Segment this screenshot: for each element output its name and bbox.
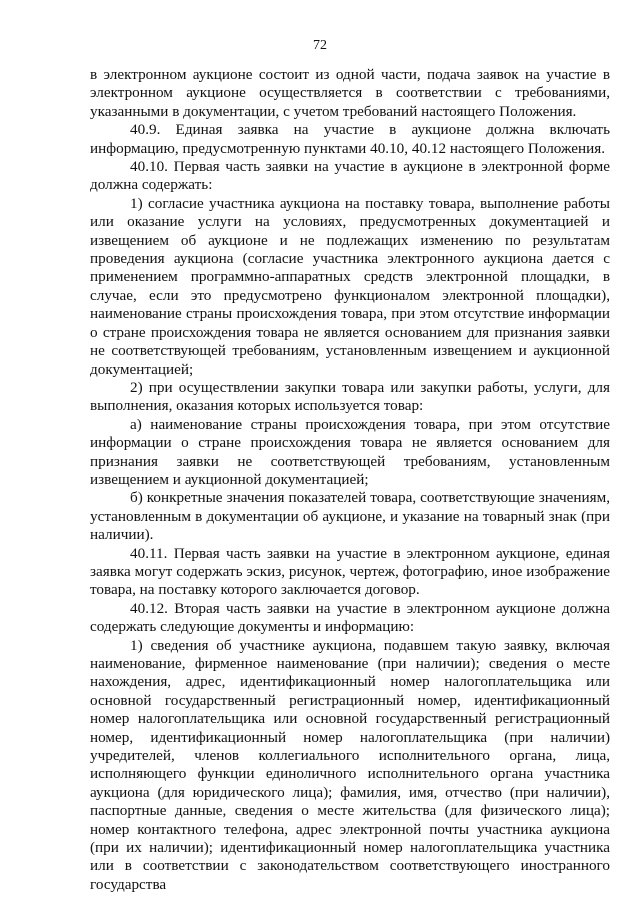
paragraph-40-10-item-2a: а) наименование страны происхождения товара, при этом отсутствие информации о стране происхождения товара не является основанием для признания заявки не соответствующей требованиям, установленным извещением и аукционной документацией; xyxy=(90,415,610,488)
paragraph-40-10-item-2: 2) при осуществлении закупки товара или закупки работы, услуги, для выполнения, оказания которых используется товар: xyxy=(90,378,610,415)
document-body xyxy=(90,66,610,894)
paragraph-40-9: 40.9. Единая заявка на участие в аукционе должна включать информацию, предусмотренную пунктами 40.10, 40.12 настоящего Положения. xyxy=(90,121,610,157)
paragraph-40-10: 40.10. Первая часть заявки на участие в аукционе в электронной форме должна содержать: xyxy=(90,158,610,194)
paragraph-continuation: в электронном аукционе состоит из одной части, подача заявок на участие в электронном аукционе осуществляется в соответствии с требованиями, указанными в документации, с учетом требований настоящего Положения. xyxy=(90,66,610,120)
page-number: 72 xyxy=(313,38,327,53)
paragraph-40-10-item-1: 1) согласие участника аукциона на поставку товара, выполнение работы или оказание услуги на условиях, предусмотренных документацией и извещением об аукционе и не подлежащих изменению по результатам проведения аукциона (согласие участника электронного аукциона дается с применением программно-аппаратных средств электронной площадки, в случае, если это предусмотрено функционалом электронной площадки), наименование страны происхождения товара, при этом отсутствие информации о стране происхождения товара не является основанием для признания заявки не соответствующей требованиям, установленным извещением и аукционной документацией; xyxy=(90,194,610,378)
paragraph-40-11: 40.11. Первая часть заявки на участие в электронном аукционе, единая заявка могут содержать эскиз, рисунок, чертеж, фотографию, иное изображение товара, на поставку которого заключается договор. xyxy=(90,544,610,599)
paragraph-40-12-item-1: 1) сведения об участнике аукциона, подавшем такую заявку, включая наименование, фирменное наименование (при наличии); сведения о месте нахождения, адрес, идентификационный номер налогоплательщика или основной государственный регистрационный номер, идентификационный номер налогоплательщика или основной государственный регистрационный номер, идентификационный номер налогоплательщика (при наличии) учредителей, членов коллегиального исполнительного органа, лица, исполняющего функции единоличного исполнительного органа участника аукциона (для юридического лица); фамилия, имя, отчество (при наличии), паспортные данные, сведения о месте жительства (для физического лица); номер контактного телефона, адрес электронной почты участника аукциона (при их наличии); идентификационный номер налогоплательщика участника или в соответствии с законодательством соответствующего иностранного государства xyxy=(90,636,610,893)
paragraph-40-12: 40.12. Вторая часть заявки на участие в электронном аукционе должна содержать следующие документы и информацию: xyxy=(90,599,610,636)
paragraph-40-10-item-2b: б) конкретные значения показателей товара, соответствующие значениям, установленным в документации об аукционе, и указание на товарный знак (при наличии). xyxy=(90,489,610,544)
